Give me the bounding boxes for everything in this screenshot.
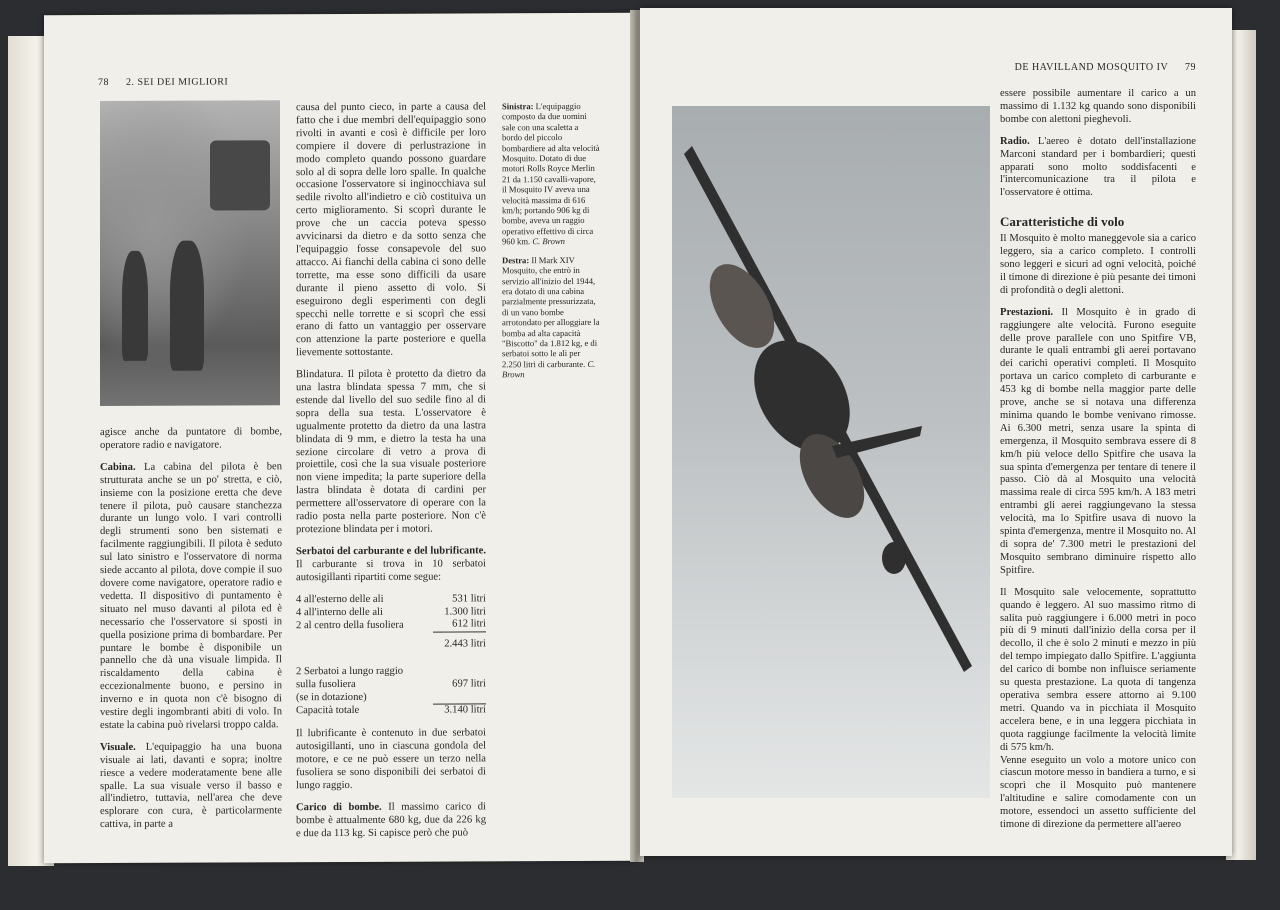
- mosquito-aircraft-illustration: [672, 106, 990, 798]
- caption-sinistra: Sinistra: L'equipaggio composto da due uomini sale con una scaletta a bordo del piccolo bombardiere ad alta velocità Mosquito. Dotato di due motori Rolls Royce Merlin 21 da 1.150 cavalli-vapore, il Mosquito IV aveva una velocità massima di 616 km/h; portando 906 kg di bombe, aveva un raggio operativo effettivo di circa 960 km. C. Brown: [502, 100, 600, 247]
- mosquito-in-flight-photo: [672, 106, 990, 798]
- fuel-row-value: 1.300 litri: [444, 605, 486, 618]
- fuel-table-row: [296, 619, 486, 633]
- paragraph-cabina: Cabina. La cabina del pilota è ben strutturata anche se un po' stretta, e ciò, insieme con la posizione eretta che deve tenere il pilota, può causare stanchezza durante un lungo volo. I vari controlli degli strumenti sono ben sistemati e facilmente raggiungibili. Il pilota è seduto sul lato sinistro e l'osservatore di norma siede accanto al pilota, dove compie il suo dovere come navigatore, operatore radio e vedetta. Il dispositivo di puntamento è situato nel muso davanti al pilota ed è necessario che l'osservatore si sposti in quella posizione prima di bombardare. Per puntare le bombe è disponibile un pannello che dà una visuale limpida. Il riscaldamento della cabina è eccezionalmente buono, e persino in inverno e in quota non c'è bisogno di vestire degli ingombranti abiti di volo. In estate la cabina può rivelarsi troppo calda.: [100, 461, 282, 731]
- paragraph-prestazioni: Prestazioni. Il Mosquito è in grado di raggiungere alte velocità. Furono eseguite delle prove parallele con uno Spitfire VB, durante le quali entrambi gli aerei portavano dei carichi operativi completi. Il Mosquito portava un carico completo di carburante e 453 kg di bombe nella maggior parte delle prove, anche se si notava una differenza minima quando le bombe venivano rimosse. Ai 6.300 metri, senza usare la spinta di emergenza, il Mosquito sembrava essere di 8 km/h più veloce dello Spitfire che usava la sua spinta d'emergenza per tentare di tenere il passo. Ciò dà al Mosquito una velocità massima reale di circa 595 km/h. A 183 metri entrambi gli aerei raggiungevano la stessa velocità, ma lo Spitfire usava di nuovo la spinta d'emergenza, mentre il Mosquito no. Al di sopra de' 7.300 metri le prestazioni del Mosquito sembrano diminuire rispetto allo Spitfire.: [1000, 306, 1196, 576]
- fuel-extra-value: 697 litri: [452, 678, 486, 690]
- fuel-row-value: 612 litri: [433, 619, 486, 633]
- paragraph-blindatura: Blindatura. Il pilota è protetto da dietro da una lastra blindata spessa 7 mm, che si estende dal livello del suo sedile fino al di sopra della sua testa. L'osservatore è ugualmente protetto da dietro da una lastra blindata di 9 mm, e dietro la testa ha una sezione circolare di vetro a prova di proiettile, così che la sua visuale posteriore non viene impedita; la parte superiore della lastra blindata è dotata di cardini per permettere all'osservatore di operare con la radio posta nella parte posteriore. Non c'è protezione blindata per i motori.: [296, 368, 486, 536]
- paragraph-serbatoi: Serbatoi del carburante e del lubrificante. Il carburante si trova in 10 serbatoi autosigillanti ripartiti come segue:: [296, 545, 486, 583]
- caption-destra: Destra: Il Mark XIV Mosquito, che entrò in servizio all'inizio del 1944, era dotato di una cabina parzialmente pressurizzata, di un vano bombe arrotondato per alloggiare la bomba ad alta capacità "Biscotto" da 1.812 kg, e di serbatoi sotto le ali per 2.250 litri di carburante. C. Brown: [502, 254, 600, 380]
- left-page-number: 78: [98, 77, 109, 89]
- crew-boarding-photo: [100, 100, 280, 406]
- paragraph-radio: Radio. L'aereo è dotato dell'installazione Marconi standard per i bombardieri; questi apparati sono molto soddisfacenti e l'intercomunicazione tra il pilota e l'osservatore è ottima.: [1000, 135, 1196, 199]
- paragraph-carico-continuation: essere possibile aumentare il carico a un massimo di 1.132 kg quando sono disponibili bombe con alettoni pieghevoli.: [1000, 88, 1196, 125]
- fuel-row-value: 531 litri: [452, 592, 486, 605]
- paragraph-motore-unico: Venne eseguito un volo a motore unico con ciascun motore messo in bandiera a turno, e si scoprì che il Mosquito può mantenere l'altitudine e salire comodamente con un motore, essendoci un assetto sufficiente del timone di direzione da permettere all'aereo: [1000, 754, 1196, 831]
- right-page-number: 79: [1185, 62, 1196, 73]
- fuel-tank-table: [296, 593, 486, 719]
- photo-caption-continuation: agisce anche da puntatore di bombe, operatore radio e navigatore.: [100, 426, 282, 451]
- fuel-subtotal: 2.443 litri: [444, 638, 486, 650]
- right-running-head: [956, 62, 1196, 73]
- fuel-total-label: Capacità totale: [296, 705, 360, 717]
- left-chapter-title: 2. SEI DEI MIGLIORI: [126, 76, 229, 88]
- paragraph-salita: Il Mosquito sale velocemente, soprattutto quando è leggero. Al suo massimo ritmo di salita può raggiungere i 6.000 metri in poco più di 9 minuti dall'inizio della corsa per il decollo, il che è solo 2 minuti e mezzo in più del tempo impiegato dallo Spitfire. L'aggiunta del carico di bombe non influisce seriamente su questa prestazione. La quota di tangenza operativa sembra essere attorno ai 9.100 metri. Quando va in picchiata il Mosquito accelera bene, e in una leggera picchiata in quota raggiunge facilmente la velocità limite di 575 km/h.: [1000, 586, 1196, 753]
- fuel-extra-label-1: 2 Serbatoi a lungo raggio: [296, 665, 404, 678]
- caption-credit: C. Brown: [532, 236, 565, 247]
- fuel-extra-label-3: (se in dotazione): [296, 691, 367, 704]
- right-chapter-title: DE HAVILLAND MOSQUITO IV: [1014, 62, 1168, 73]
- left-page: [44, 13, 636, 864]
- fuel-total-value: 3.140 litri: [444, 704, 486, 717]
- paragraph-lubrificante: Il lubrificante è contenuto in due serbatoi autosigillanti, uno in ciascuna gondola del motore, e ce ne può essere un terzo nella fusoliera se sono disponibili dei serbatoi di lungo raggio.: [296, 727, 486, 792]
- caption-credit: C. Brown: [502, 358, 596, 380]
- left-running-head: [98, 76, 228, 88]
- left-column-2: [296, 101, 486, 849]
- paragraph-punto-cieco: causa del punto cieco, in parte a causa del fatto che i due membri dell'equipaggio sono rivolti in avanti e così è difficile per loro compiere il dovere di perlustrazione in modo completo quando possono guardare solo al di sopra delle loro spalle. In qualche occasione l'osservatore si inginocchiava sul sedile rivolto all'indietro e ciò costituiva un certo miglioramento. Si scoprì durante le prove che un caccia poteva spesso avvicinarsi da dietro e da sotto senza che l'equipaggio fosse consapevole del suo attacco. Ai fianchi della cabina ci sono delle torrette, ma esse sono difficili da usare durante il pieno assetto di volo. Si eseguirono degli esperimenti con degli specchi nelle torrette e si scoprì che essi erano di fatto un vantaggio per osservare con attenzione la parte posteriore e quella lievemente sottostante.: [296, 101, 486, 359]
- section-heading-caratteristiche: Caratteristiche di volo: [1000, 214, 1125, 230]
- left-column-1: [100, 426, 282, 841]
- paragraph-visuale: Visuale. L'equipaggio ha una buona visuale ai lati, davanti e sopra; inoltre riesce a vedere moderatamente bene alle spalle. La sua visuale verso il basso e all'indietro, tuttavia, nell'area che deve esplorare con cura, è particolarmente cattiva, in parte a: [100, 741, 282, 831]
- fuel-row-label: 2 al centro della fusoliera: [296, 619, 404, 632]
- fuel-table-row: [296, 593, 486, 607]
- fuel-row-label: 4 all'esterno delle ali: [296, 593, 384, 605]
- left-captions: [502, 101, 600, 388]
- paragraph-volo: Il Mosquito è molto maneggevole sia a carico leggero, sia a carico completo. I controlli sono leggeri e sicuri ad ogni velocità, poiché il timone di direzione è più pesante dei timoni di profondità o degli alettoni.: [1000, 233, 1196, 296]
- fuel-row-label: 4 all'interno delle ali: [296, 606, 383, 618]
- right-page: [640, 8, 1232, 856]
- fuel-extra-label-2: sulla fusoliera: [296, 679, 356, 691]
- fuel-table-row: [296, 606, 486, 620]
- paragraph-carico-bombe: Carico di bombe. Il massimo carico di bombe è attualmente 680 kg, due da 226 kg e due da 113 kg. Si capisce però che può: [296, 801, 486, 839]
- right-column: [1000, 88, 1196, 841]
